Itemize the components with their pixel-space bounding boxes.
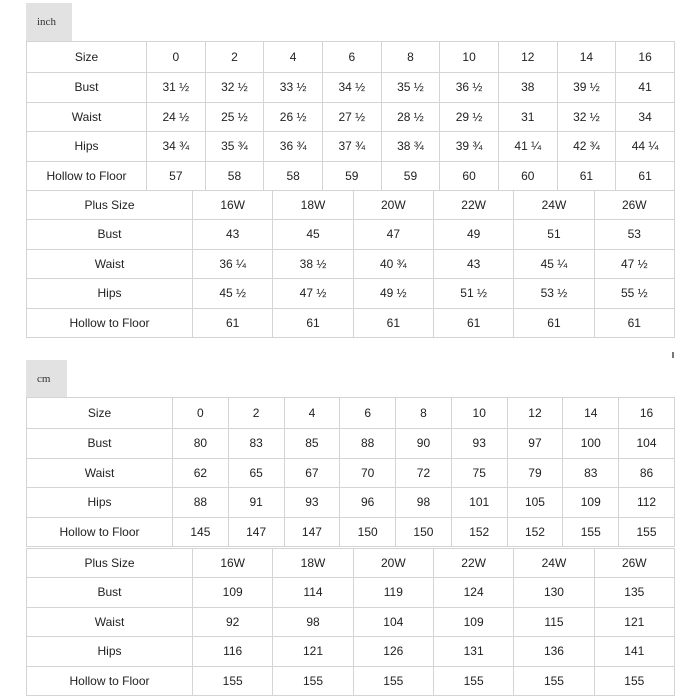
column-header: 26W <box>594 549 674 578</box>
table-cell: 47 ½ <box>273 279 353 309</box>
table-cell: 36 ½ <box>440 73 499 103</box>
header-label: Plus Size <box>27 549 193 578</box>
column-header: 22W <box>433 191 513 220</box>
table-cell: 58 <box>205 161 264 191</box>
table-cell: 104 <box>353 607 433 637</box>
column-header: 20W <box>353 549 433 578</box>
row-label: Bust <box>27 73 147 103</box>
table-cell: 98 <box>273 607 353 637</box>
table-cell: 49 <box>433 220 513 250</box>
table-row <box>27 517 675 547</box>
column-header: 16 <box>616 42 675 73</box>
table-cell: 131 <box>433 637 513 667</box>
column-header: 8 <box>396 398 452 429</box>
column-header: 6 <box>322 42 381 73</box>
table-cell: 65 <box>228 458 284 488</box>
column-header: 4 <box>264 42 323 73</box>
table-cell: 36 ¼ <box>193 249 273 279</box>
table-cell: 109 <box>563 488 619 518</box>
table-cell: 58 <box>264 161 323 191</box>
table-cell: 61 <box>557 161 616 191</box>
table-cell: 35 ¾ <box>205 132 264 162</box>
column-header: 12 <box>507 398 563 429</box>
row-label: Hollow to Floor <box>27 161 147 191</box>
row-label: Waist <box>27 249 193 279</box>
header-row <box>27 398 675 429</box>
table-cell: 53 ½ <box>514 279 594 309</box>
table-row <box>27 161 675 191</box>
table-cell: 155 <box>594 666 674 696</box>
inch-plus-size-table <box>26 190 675 338</box>
table-row <box>27 73 675 103</box>
table-cell: 43 <box>193 220 273 250</box>
table-cell: 29 ½ <box>440 102 499 132</box>
table-cell: 47 ½ <box>594 249 674 279</box>
column-header: 10 <box>440 42 499 73</box>
table-cell: 155 <box>193 666 273 696</box>
table-cell: 130 <box>514 578 594 608</box>
row-label: Hips <box>27 279 193 309</box>
table-cell: 85 <box>284 429 340 459</box>
table-cell: 60 <box>498 161 557 191</box>
table-cell: 109 <box>433 607 513 637</box>
table-cell: 88 <box>340 429 396 459</box>
table-cell: 61 <box>616 161 675 191</box>
header-row <box>27 191 675 220</box>
table-cell: 145 <box>173 517 229 547</box>
table-cell: 86 <box>619 458 675 488</box>
inch-size-table <box>26 41 675 191</box>
table-cell: 155 <box>563 517 619 547</box>
column-header: 8 <box>381 42 440 73</box>
table-cell: 155 <box>353 666 433 696</box>
table-cell: 109 <box>193 578 273 608</box>
table-cell: 32 ½ <box>205 73 264 103</box>
row-label: Hollow to Floor <box>27 666 193 696</box>
table-cell: 61 <box>514 308 594 338</box>
table-cell: 33 ½ <box>264 73 323 103</box>
table-cell: 57 <box>147 161 206 191</box>
table-cell: 44 ¼ <box>616 132 675 162</box>
table-cell: 70 <box>340 458 396 488</box>
table-cell: 26 ½ <box>264 102 323 132</box>
table-cell: 25 ½ <box>205 102 264 132</box>
table-cell: 100 <box>563 429 619 459</box>
table-cell: 51 ½ <box>433 279 513 309</box>
table-row <box>27 666 675 696</box>
table-cell: 155 <box>433 666 513 696</box>
table-cell: 38 <box>498 73 557 103</box>
column-header: 24W <box>514 549 594 578</box>
table-cell: 97 <box>507 429 563 459</box>
table-cell: 126 <box>353 637 433 667</box>
table-cell: 28 ½ <box>381 102 440 132</box>
table-cell: 61 <box>594 308 674 338</box>
table-cell: 119 <box>353 578 433 608</box>
table-cell: 124 <box>433 578 513 608</box>
column-header: 26W <box>594 191 674 220</box>
table-cell: 43 <box>433 249 513 279</box>
column-header: 22W <box>433 549 513 578</box>
table-cell: 88 <box>173 488 229 518</box>
table-cell: 155 <box>273 666 353 696</box>
unit-label-inch: inch <box>26 3 72 41</box>
table-cell: 155 <box>514 666 594 696</box>
table-cell: 121 <box>594 607 674 637</box>
table-cell: 91 <box>228 488 284 518</box>
cm-size-table <box>26 397 675 547</box>
table-row <box>27 279 675 309</box>
row-label: Bust <box>27 220 193 250</box>
table-cell: 42 ¾ <box>557 132 616 162</box>
table-cell: 34 <box>616 102 675 132</box>
table-cell: 83 <box>228 429 284 459</box>
table-cell: 112 <box>619 488 675 518</box>
row-label: Hollow to Floor <box>27 517 173 547</box>
header-row <box>27 549 675 578</box>
header-label: Size <box>27 398 173 429</box>
column-header: 14 <box>557 42 616 73</box>
table-cell: 45 ½ <box>193 279 273 309</box>
table-row <box>27 488 675 518</box>
table-cell: 116 <box>193 637 273 667</box>
table-cell: 72 <box>396 458 452 488</box>
table-cell: 150 <box>396 517 452 547</box>
table-cell: 53 <box>594 220 674 250</box>
column-header: 16W <box>193 549 273 578</box>
table-cell: 61 <box>193 308 273 338</box>
table-cell: 40 ¾ <box>353 249 433 279</box>
column-header: 16W <box>193 191 273 220</box>
row-label: Waist <box>27 607 193 637</box>
column-header: 2 <box>205 42 264 73</box>
table-cell: 38 ½ <box>273 249 353 279</box>
table-row <box>27 220 675 250</box>
row-label: Waist <box>27 458 173 488</box>
table-row <box>27 249 675 279</box>
table-cell: 41 ¼ <box>498 132 557 162</box>
table-cell: 61 <box>273 308 353 338</box>
table-cell: 32 ½ <box>557 102 616 132</box>
table-cell: 38 ¾ <box>381 132 440 162</box>
table-cell: 79 <box>507 458 563 488</box>
table-cell: 93 <box>451 429 507 459</box>
table-cell: 27 ½ <box>322 102 381 132</box>
table-cell: 31 <box>498 102 557 132</box>
table-row <box>27 458 675 488</box>
table-cell: 45 <box>273 220 353 250</box>
row-label: Bust <box>27 578 193 608</box>
header-label: Size <box>27 42 147 73</box>
row-label: Hips <box>27 637 193 667</box>
table-cell: 96 <box>340 488 396 518</box>
table-cell: 61 <box>433 308 513 338</box>
table-cell: 105 <box>507 488 563 518</box>
table-cell: 47 <box>353 220 433 250</box>
table-cell: 34 ½ <box>322 73 381 103</box>
table-cell: 67 <box>284 458 340 488</box>
column-header: 18W <box>273 549 353 578</box>
table-cell: 59 <box>381 161 440 191</box>
table-cell: 141 <box>594 637 674 667</box>
section-divider-mark <box>672 352 674 358</box>
table-cell: 114 <box>273 578 353 608</box>
table-cell: 75 <box>451 458 507 488</box>
header-row <box>27 42 675 73</box>
table-cell: 51 <box>514 220 594 250</box>
table-cell: 101 <box>451 488 507 518</box>
table-cell: 37 ¾ <box>322 132 381 162</box>
table-row <box>27 132 675 162</box>
table-row <box>27 578 675 608</box>
table-cell: 61 <box>353 308 433 338</box>
table-cell: 92 <box>193 607 273 637</box>
row-label: Waist <box>27 102 147 132</box>
table-cell: 62 <box>173 458 229 488</box>
table-row <box>27 429 675 459</box>
table-cell: 49 ½ <box>353 279 433 309</box>
column-header: 20W <box>353 191 433 220</box>
table-cell: 45 ¼ <box>514 249 594 279</box>
table-cell: 59 <box>322 161 381 191</box>
row-label: Hollow to Floor <box>27 308 193 338</box>
row-label: Hips <box>27 488 173 518</box>
table-cell: 39 ½ <box>557 73 616 103</box>
table-cell: 98 <box>396 488 452 518</box>
table-cell: 115 <box>514 607 594 637</box>
table-row <box>27 607 675 637</box>
table-cell: 90 <box>396 429 452 459</box>
table-row <box>27 102 675 132</box>
table-row <box>27 308 675 338</box>
table-cell: 83 <box>563 458 619 488</box>
table-cell: 147 <box>228 517 284 547</box>
table-cell: 31 ½ <box>147 73 206 103</box>
column-header: 14 <box>563 398 619 429</box>
table-cell: 24 ½ <box>147 102 206 132</box>
table-cell: 36 ¾ <box>264 132 323 162</box>
row-label: Hips <box>27 132 147 162</box>
unit-label-cm: cm <box>26 360 67 397</box>
row-label: Bust <box>27 429 173 459</box>
table-cell: 39 ¾ <box>440 132 499 162</box>
column-header: 6 <box>340 398 396 429</box>
table-cell: 34 ¾ <box>147 132 206 162</box>
cm-plus-size-table <box>26 548 675 696</box>
column-header: 12 <box>498 42 557 73</box>
table-row <box>27 637 675 667</box>
column-header: 0 <box>147 42 206 73</box>
column-header: 0 <box>173 398 229 429</box>
column-header: 16 <box>619 398 675 429</box>
column-header: 18W <box>273 191 353 220</box>
table-cell: 80 <box>173 429 229 459</box>
table-cell: 152 <box>451 517 507 547</box>
header-label: Plus Size <box>27 191 193 220</box>
column-header: 2 <box>228 398 284 429</box>
table-cell: 150 <box>340 517 396 547</box>
table-cell: 104 <box>619 429 675 459</box>
table-cell: 152 <box>507 517 563 547</box>
table-cell: 55 ½ <box>594 279 674 309</box>
table-cell: 155 <box>619 517 675 547</box>
column-header: 4 <box>284 398 340 429</box>
column-header: 24W <box>514 191 594 220</box>
table-cell: 121 <box>273 637 353 667</box>
table-cell: 147 <box>284 517 340 547</box>
column-header: 10 <box>451 398 507 429</box>
table-cell: 136 <box>514 637 594 667</box>
table-cell: 135 <box>594 578 674 608</box>
table-cell: 35 ½ <box>381 73 440 103</box>
table-cell: 93 <box>284 488 340 518</box>
table-cell: 41 <box>616 73 675 103</box>
table-cell: 60 <box>440 161 499 191</box>
